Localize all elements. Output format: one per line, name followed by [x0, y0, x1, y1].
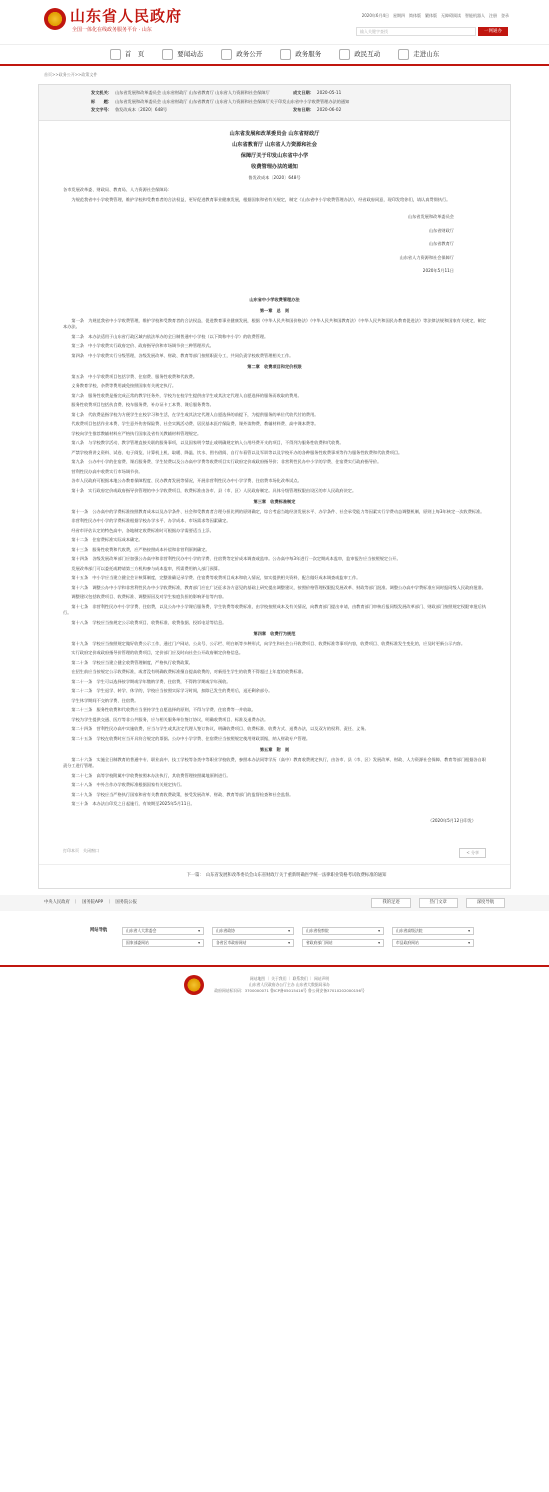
- site-subtitle: 全国一体化在线政务服务平台 · 山东: [72, 27, 152, 33]
- site-links-label: 网站导航: [90, 927, 108, 933]
- footer-icp: 政府网站标识码：3700000071 鲁ICP备05015416号 鲁公网安备37010202000156号: [214, 987, 365, 993]
- search-button[interactable]: 一网通办: [478, 27, 508, 36]
- footer-links[interactable]: 网站地图 ｜ 关于我们 ｜ 联系我们 ｜ 网站声明: [249, 976, 330, 982]
- chevron-down-icon: ▾: [198, 940, 200, 946]
- article-paragraph: 第七条 代收费是指学校为方便学生在校学习和生活，在学生或其法定代理人自愿选择的前提下，为提供服务的单位代收代付的费用。: [71, 411, 319, 417]
- link-select[interactable]: 各省区市政府网站 ▾: [212, 939, 294, 947]
- chapter-heading: 第五章 附 则: [259, 747, 290, 753]
- chat-icon: [339, 49, 350, 60]
- chevron-down-icon: ▾: [378, 928, 380, 934]
- chevron-down-icon: ▾: [288, 940, 290, 946]
- doc-number: 鲁发改成本〔2020〕648号: [114, 107, 168, 113]
- article-paragraph: 第三条 中小学收费实行政府定价、政府指导价和市场调节价三种管理形式。: [71, 343, 214, 349]
- chevron-down-icon: ▾: [378, 940, 380, 946]
- link-select[interactable]: 市县政府网站 ▾: [392, 939, 474, 947]
- article-title-1: 山东省发展和改革委员会 山东省财政厅: [229, 130, 320, 137]
- link-central-gov[interactable]: 中央人民政府: [44, 899, 70, 905]
- nav-interaction[interactable]: 政民互动: [339, 49, 380, 60]
- close-link[interactable]: 关闭窗口: [83, 848, 99, 854]
- law-title: 山东省中小学收费管理办法: [249, 296, 300, 302]
- article-paragraph: 学校向学生推荐教辅材料应严格执行国家及省有关教辅材料管理规定。: [71, 430, 202, 436]
- law-sections: [63, 308, 486, 808]
- site-links: [0, 921, 549, 953]
- article-paragraph: 学生休学期间不交纳学费、住宿费。: [71, 697, 139, 703]
- article-paragraph: 第二十五条 学校在收费时应当开具符合规定的票据。公办中小学学费、住宿费应当按照规定使用财政票据，纳入财政专户管理。: [71, 735, 311, 741]
- article-doc-no: 鲁发改成本〔2020〕648号: [248, 174, 301, 180]
- link-accessible[interactable]: 无障碍阅读: [441, 13, 461, 18]
- chapter-heading: 第四章 收费行为规范: [253, 631, 296, 637]
- footer-org: 山东省人民政府办公厅主办 山东省大数据局承办: [249, 982, 330, 988]
- bottom-strip: 中央人民政府 ｜ 国务院APP ｜ 国务院公报 我的足迹 热门文章 深度导航: [0, 895, 549, 911]
- link-box[interactable]: 山东省政协 ▾: [212, 927, 294, 935]
- hot-articles-button[interactable]: 热门文章: [419, 898, 458, 909]
- article-paragraph: 严禁学校将讲义资料、试卷、电子阅览、计算机上机、取暖、降温、饮水、图书借阅、自行车看管以及军训等以及学校开办的各种服务性收费事项等作为服务性收费和代收费项目。: [71, 449, 403, 455]
- article-paragraph: 第二十一条 学生可以选择按学期或学年缴纳学费、住宿费，不得跨学期或学年预收。: [71, 678, 231, 684]
- article-paragraph: 第五条 中小学收费项目包括学费、住宿费、服务性收费和代收费。: [71, 373, 198, 379]
- article-paragraph: 第九条 公办中小学的住宿费、课后服务费、学生装费以及公办高中学费等收费项目实行政府定价或政府指导价；非营利性民办中小学的学费、住宿费实行政府指导价。: [71, 459, 382, 465]
- article-paragraph: 第六条 服务性收费是指完成正常的教学任务外，学校为在校学生提供由学生或其法定代理人自愿选择的服务而收取的费用。: [71, 392, 302, 398]
- article-paragraph: 代收费项目包括作业本费、学生意外伤害保险费、社会实践活动费、居民基本医疗保险费、课外读物费、教辅材料费、高中课本费等。: [71, 421, 319, 427]
- share-icon: <: [466, 850, 470, 856]
- issuer: 山东省发展和改革委员会 山东省财政厅 山东省教育厅 山东省人力资源和社会保障厅: [114, 90, 270, 96]
- article-paragraph: 各市人民政府可根据本地公办教育保障程度、民办教育发展等情况，开展非营利性民办中小学学费、住宿费市场化改革试点。: [71, 478, 302, 484]
- signer: 山东省财政厅: [428, 227, 454, 233]
- article-paragraph: 发展改革部门可以委托或聘请第三方机构参与成本监审，所需费用纳入部门预算。: [71, 565, 223, 571]
- intro-paragraph: 为规范我省中小学收费管理，维护学校和受教育者的合法权益，更好促进教育事业健康发展，根据国家和省有关规定，制定《山东省中小学收费管理办法》，经省政府同意，现印发给你们，请认真贯彻执行。: [71, 196, 451, 202]
- article-paragraph: 第一条 为规范我省中小学收费管理，维护学校和受教育者的合法权益，促进教育事业健康发展，根据《中华人民共和国价格法》《中华人民共和国教育法》《中华人民共和国民办教育促进法》等法律法规和国家有关规定，制定本办法。: [63, 317, 486, 330]
- news-icon: [162, 49, 173, 60]
- article-paragraph: 实行政府定价或政府指导价管理的收费项目，定价部门应及时向社会公开政府制定价格信息。: [71, 650, 244, 656]
- article-paragraph: 第二十二条 学生退学、转学、休学的，学校应当按照实际学习时间，扣除已发生的费用后，退还剩余部分。: [71, 688, 273, 694]
- top-links: [362, 13, 509, 19]
- article-title-3: 保障厅关于印发山东省中小学: [240, 152, 309, 159]
- nav-shandong[interactable]: 走进山东: [398, 49, 439, 60]
- link-login[interactable]: 登录: [501, 13, 509, 18]
- article-tools: [39, 832, 510, 864]
- nav-service[interactable]: 政务服务: [280, 49, 321, 60]
- chapter-heading: 第一章 总 则: [259, 308, 290, 314]
- article-paragraph: 第二十条 学校应当建立健全收费管理制度，严格执行收费政策。: [71, 659, 193, 665]
- document-meta: 发文机关： 山东省发展和改革委员会 山东省财政厅 山东省教育厅 山东省人力资源和社会保障厅 成文日期： 2020-05-11 标 题： 山东省发展和改革委员会 山东省财政厅 山东省教育厅 山东省人力资源和社会保障厅关于印发山东省中小学收费管理办法的通知 发文字号： 鲁发改成本〔2020〕648号 发布日期： 2020-06-02: [39, 85, 510, 121]
- article-paragraph: 第二条 本办法适用于山东省行政区域内依法举办的全日制普通中小学校（以下简称中小学）的收费管理。: [71, 333, 269, 339]
- article-paragraph: 第二十六条 实施全日制教育的普通中专、职业高中、技工学校等各类中等职业学校收费，参照本办法同等学历（高中）教育收费规定执行，由各市、县（市、区）发展改革、财政、人力资源社会保障、教育等部门根据各自职责分工进行管理。: [63, 756, 486, 769]
- heart-icon: [280, 49, 291, 60]
- article-body: [39, 121, 510, 833]
- main-nav: [0, 44, 549, 66]
- next-article-link[interactable]: 下一篇： 山东省发展和改革委员会山东省财政厅关于重新明确医学统一法律职业资格考试收费标准的通知: [39, 864, 510, 888]
- print-link[interactable]: 打印本页: [63, 848, 79, 854]
- article-paragraph: 营利性民办高中收费实行市场调节价。: [71, 468, 143, 474]
- deep-nav-button[interactable]: 深度导航: [466, 898, 505, 909]
- emblem-logo-icon[interactable]: [44, 8, 66, 30]
- article-container: [38, 84, 511, 889]
- article-paragraph: 第二十八条 中外合作办学收费标准根据国家有关规定执行。: [71, 782, 185, 788]
- people-icon: [398, 49, 409, 60]
- article-paragraph: 调整建议包括收费项目、收费标准、调整原因及对学生家庭负担的影响评估等内容。: [71, 594, 227, 600]
- article-paragraph: 第三十条 本办法自印发之日起施行，有效期至2025年5月11日。: [71, 801, 195, 807]
- nav-open-gov[interactable]: 政务公开: [221, 49, 262, 60]
- article-paragraph: 非营利性民办中小学的学费标准根据学校办学水平、办学成本、市场需求等因素确定。: [71, 518, 231, 524]
- link-robot[interactable]: 智能机器人: [465, 13, 485, 18]
- article-paragraph: 服务性收费项目包括伙食费、校车服务费、补办证卡工本费、课后服务费等。: [71, 402, 214, 408]
- link-state-app[interactable]: 国务院APP: [82, 899, 104, 905]
- article-paragraph: 第十六条 调整公办中小学和非营利性民办中小学收费标准，教育部门应在广泛征求各方意见的基础上研究提出调整建议，按照价格管理权限报发展改革、财政等部门批准。调整公办高中学费标准应同时报同级人民政府批准。: [71, 584, 486, 590]
- nav-news[interactable]: 要闻动态: [162, 49, 203, 60]
- site-title[interactable]: 山东省人民政府: [70, 7, 183, 25]
- link-register[interactable]: 注册: [489, 13, 497, 18]
- chapter-heading: 第二章 收费项目和定价权限: [247, 364, 302, 370]
- article-paragraph: 第十二条 住宿费标准实际成本确定。: [71, 537, 143, 543]
- site-footer: [0, 965, 549, 1003]
- article-paragraph: 在招生前应当按规定公示收费标准，或者没有明确收费标准擅自提高收费的，对新招生学生的收费不得超过上年度的收费标准。: [71, 669, 306, 675]
- article-paragraph: 义务教育学校，杂费等费用减免按照国家有关规定执行。: [71, 383, 177, 389]
- breadcrumb[interactable]: 首页>>政务公开>>政策文件: [44, 72, 98, 77]
- article-paragraph: 第二十四条 营利性民办高中实施收费，应当与学生或其法定代理人签订协议，明确收费项目、收费标准、收费方式、退费办法，以及双方的权利、责任、义务。: [71, 726, 369, 732]
- party-emblem-icon[interactable]: [184, 975, 204, 995]
- article-paragraph: 第十五条 中小学应当建立健全会计核算制度，完整准确记录学费、住宿费等收费项目成本和收入情况，如实提供相关资料，配合做好成本调查或监审工作。: [71, 575, 361, 581]
- signer: 山东省人力资源和社会保障厅: [399, 254, 454, 260]
- article-paragraph: 第十条 实行政府定价或政府指导价管理的中小学收费项目，收费标准由各市、县（市、区）人民政府制定。具体分级管理权限由设区的市人民政府决定。: [71, 487, 357, 493]
- nav-home[interactable]: 首 页: [110, 49, 145, 60]
- current-weekday: 星期四: [393, 13, 405, 18]
- article-title-2: 山东省教育厅 山东省人力资源和社会: [232, 141, 317, 148]
- article-paragraph: 第八条 与学校教学活动、教学管理直接关联的服务事项，以及国家明令禁止或明确规定纳入公用经费开支的项目，不得列为服务性收费和代收费。: [71, 440, 344, 446]
- chevron-down-icon: ▾: [468, 928, 470, 934]
- chapter-heading: 第三章 收费标准制定: [253, 499, 296, 505]
- link-gazette[interactable]: 国务院公报: [115, 899, 137, 905]
- article-paragraph: 学校为学生提供交通、医疗等非公共服务，应与相关服务单位签订协议，明确收费项目、标准及退费办法。: [71, 716, 269, 722]
- link-select[interactable]: 省政府部门网站 ▾: [302, 939, 384, 947]
- doc-title: 山东省发展和改革委员会 山东省财政厅 山东省教育厅 山东省人力资源和社会保障厅关于印发山东省中小学收费管理办法的通知: [114, 98, 350, 104]
- article-paragraph: 第二十三条 服务性收费和代收费应当坚持学生自愿选择的原则，不得与学费、住宿费等一并收取。: [71, 707, 256, 713]
- signer: 山东省发展和改革委员会: [407, 214, 454, 220]
- link-box[interactable]: 山东省高级法院 ▾: [392, 927, 474, 935]
- publish-date: 2020-06-02: [316, 107, 342, 113]
- print-date-note: （2020年5月12日印发）: [428, 817, 476, 823]
- chevron-down-icon: ▾: [198, 928, 200, 934]
- link-select[interactable]: 国家部委网站 ▾: [122, 939, 204, 947]
- link-simplified[interactable]: 简体版: [409, 13, 421, 18]
- article-title-4: 收费管理办法的通知: [251, 163, 298, 170]
- home-icon: [110, 49, 121, 60]
- article-paragraph: 第十七条 非营利性民办中小学学费、住宿费，以及公办中小学课后服务费，学生装费等收费标准，由学校按照成本及有关情况，向教育部门提出申请，由教育部门审核后报同级发展改革部门、财政部门按照规定权限审批后执行。: [63, 603, 486, 616]
- greeting: 各市发展改革委、财政局、教育局、人力资源社会保障局：: [63, 187, 172, 193]
- article-paragraph: 第十一条 公办高中的学费标准按照教育成本以及办学条件、社会和受教育者合理分担比例的原则确定，综合考虑当地经济发展水平、办学条件、社会承受能力等因素实行学费动态调整机制，原则上每3年核定一次收费标准。: [71, 508, 485, 514]
- article-paragraph: 第十三条 服务性收费和代收费，应严格按照成本补偿和非营利原则确定。: [71, 546, 210, 552]
- article-paragraph: 第十九条 学校应当按照规定做好收费公示工作，通过门户网站、公众号、公示栏、明白纸等多种形式，向学生和社会公开收费项目、收费标准等事项内容，收费项目、收费标准发生变化的，应及时更新公示内容。: [71, 640, 466, 646]
- chevron-down-icon: ▾: [468, 940, 470, 946]
- article-paragraph: 第十四条 各级发展改革部门应加强公办高中和非营利性民办中小学的学费、住宿费等定价成本调查或监审。公办高中每3年进行一次定期成本监审，监审报告应当按照规定公开。: [71, 556, 401, 562]
- signer: 山东省教育厅: [428, 241, 454, 247]
- article-paragraph: 经省市评估认定的特色高中，各地制定收费标准时可根据办学需要适当上浮。: [71, 527, 214, 533]
- link-box[interactable]: 山东省检察院 ▾: [302, 927, 384, 935]
- article-paragraph: 第二十九条 学校应当严格执行国家和省有关教育收费政策，接受发展改革、财政、教育等部门的监督检查和社会监督。: [71, 791, 294, 797]
- document-icon: [221, 49, 232, 60]
- article-paragraph: 第四条 中小学收费实行分级管理，各级发展改革、财政、教育等部门按照职责分工，共同负责学校收费管理相关工作。: [71, 352, 294, 358]
- share-button[interactable]: < 分享: [459, 848, 486, 858]
- footprint-button[interactable]: 我的足迹: [371, 898, 410, 909]
- site-header: [0, 0, 549, 44]
- written-date: 2020-05-11: [316, 90, 342, 96]
- article-paragraph: 第二十七条 高等学校附属中学收费按照本办法执行，其收费管理按照属地原则进行。: [71, 772, 231, 778]
- chevron-down-icon: ▾: [288, 928, 290, 934]
- sign-date: 2020年5月11日: [422, 268, 454, 274]
- article-paragraph: 第十八条 学校应当按规定公示收费项目、收费标准、收费依据、投诉电话等信息。: [71, 619, 227, 625]
- current-date: 2020年6月4日: [361, 13, 389, 18]
- link-box[interactable]: 山东省人大常委会 ▾: [122, 927, 204, 935]
- search-input[interactable]: 输入关键字查找: [356, 27, 476, 36]
- link-traditional[interactable]: 繁体版: [425, 13, 437, 18]
